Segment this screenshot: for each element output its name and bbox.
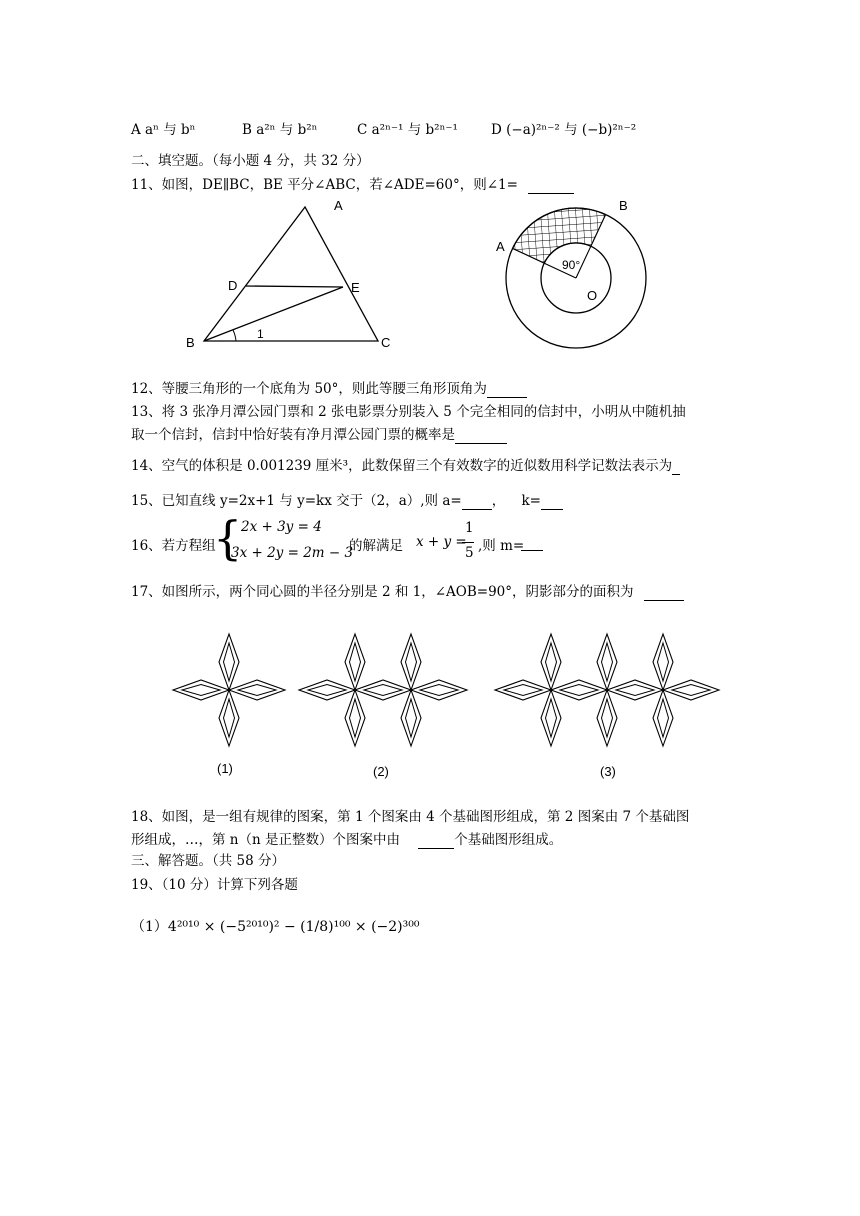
answer-blank-17[interactable] [644, 600, 684, 601]
pattern-1-label: (1) [217, 761, 233, 776]
answer-blank-18[interactable] [418, 848, 454, 849]
label-D: D [228, 278, 238, 293]
question-14 [131, 457, 680, 475]
question-14-text: 14、空气的体积是 0.001239 厘米³，此数保留三个有效数字的近似数用科学记数法表示为 [131, 458, 673, 474]
fraction-denominator: 5 [465, 545, 474, 561]
section-3-heading: 三、解答题。（共 58 分） [131, 853, 286, 869]
answer-blank-11[interactable] [528, 193, 574, 194]
question-18-text: 形组成，…，第 n（n 是正整数）个图案中由 [131, 832, 400, 848]
question-16-suffix: ,则 m= [478, 538, 525, 554]
answer-blank-15a[interactable] [462, 509, 492, 510]
fraction-numerator: 1 [465, 520, 474, 536]
question-17-text: 17、如图所示，两个同心圆的半径分别是 2 和 1，∠AOB=90°，阴影部分的面积为 [131, 584, 634, 600]
sum-expression: x + y = [416, 534, 467, 550]
equation-1: 2x + 3y = 4 [241, 519, 322, 535]
label-O: O [587, 288, 598, 303]
question-16-mid: 的解满足 [349, 538, 403, 554]
option-b: B a²ⁿ 与 b²ⁿ [242, 122, 318, 138]
label-angle-90: 90° [562, 258, 581, 272]
question-11 [131, 176, 574, 194]
pattern-2-label: (2) [373, 764, 389, 779]
concentric-circles-figure [490, 195, 650, 355]
label-angle-1: 1 [257, 327, 264, 341]
answer-blank-15b[interactable] [541, 509, 563, 510]
option-c: C a²ⁿ⁻¹ 与 b²ⁿ⁻¹ [357, 122, 458, 138]
rhombus-pattern-figure [165, 628, 735, 788]
pattern-3 [495, 634, 719, 746]
pattern-3-label: (3) [600, 764, 616, 779]
question-13-line-1: 13、将 3 张净月潭公园门票和 2 张电影票分别装入 5 个完全相同的信封中，小明从中随机抽 [131, 404, 686, 420]
question-15: 15、已知直线 y=2x+1 与 y=kx 交于（2，a）,则 a= ， k= [131, 492, 563, 510]
option-a: A aⁿ 与 bⁿ [131, 122, 196, 138]
option-d: D (−a)²ⁿ⁻² 与 (−b)²ⁿ⁻² [491, 122, 637, 138]
question-17 [131, 583, 684, 601]
question-18 [131, 831, 562, 849]
question-18-suffix: 个基础图形组成。 [454, 832, 563, 848]
system-brace: { [213, 511, 243, 565]
question-18-line-1: 18、如图，是一组有规律的图案，第 1 个图案由 4 个基础图形组成，第 2 图案由 7 个基础图 [131, 809, 690, 825]
answer-blank-13[interactable] [455, 443, 507, 444]
question-11-text: 11、如图，DE∥BC，BE 平分∠ABC，若∠ADE=60°，则∠1= [131, 177, 518, 193]
label-E: E [351, 280, 360, 295]
answer-blank-16[interactable] [521, 536, 543, 551]
question-13-text: 取一个信封，信封中恰好装有净月潭公园门票的概率是 [131, 427, 455, 443]
triangle-figure [180, 195, 410, 355]
label-A: A [334, 198, 343, 213]
question-12 [131, 380, 527, 398]
question-16 [131, 511, 731, 568]
question-15-text: 15、已知直线 y=2x+1 与 y=kx 交于（2，a）,则 a= [131, 493, 462, 509]
label-A: A [496, 239, 505, 254]
question-16-prefix: 16、若方程组 [131, 538, 216, 554]
fraction-bar [462, 542, 474, 543]
question-15-k: k= [521, 493, 541, 509]
label-B: B [186, 335, 195, 350]
equation-2: 3x + 2y = 2m − 3 [231, 545, 354, 561]
label-B: B [619, 198, 628, 213]
question-13 [131, 426, 507, 444]
question-19: 19、（10 分）计算下列各题 [131, 877, 298, 893]
pattern-1 [173, 634, 285, 746]
question-19-part-1: （1）4²⁰¹⁰ × (−5²⁰¹⁰)² − (1/8)¹⁰⁰ × (−2)³⁰⁰ [131, 919, 420, 935]
answer-blank-12[interactable] [487, 397, 527, 398]
label-C: C [381, 335, 391, 350]
answer-blank-14[interactable] [672, 474, 680, 475]
question-12-text: 12、等腰三角形的一个底角为 50°，则此等腰三角形顶角为 [131, 381, 487, 397]
section-2-heading: 二、填空题。（每小题 4 分，共 32 分） [131, 153, 370, 169]
pattern-2 [299, 634, 467, 746]
